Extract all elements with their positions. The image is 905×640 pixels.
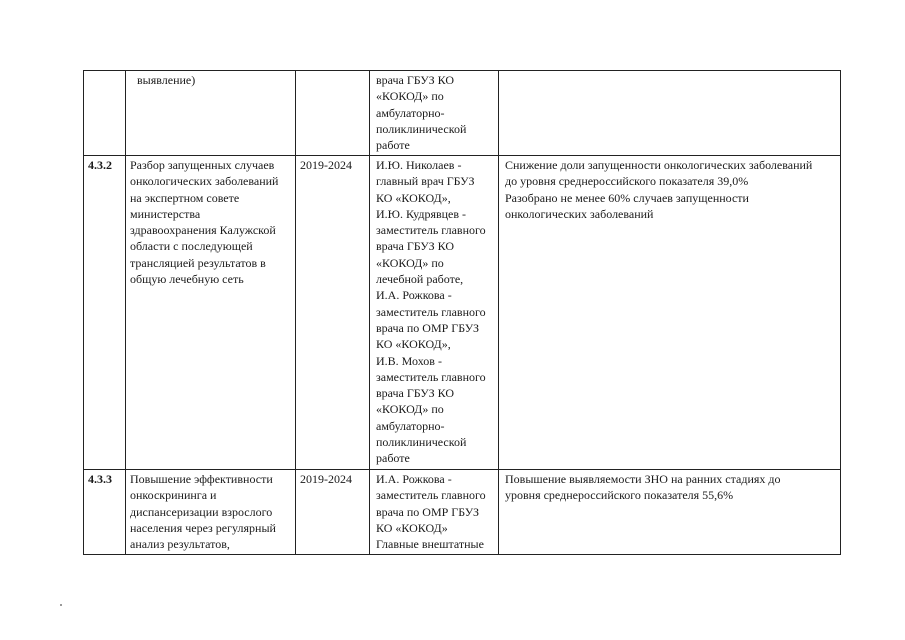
responsible-line: КО «КОКОД», [376,337,451,352]
task-line: диспансеризации взрослого [130,504,273,519]
responsible-line: И.Ю. Николаев - [376,158,462,172]
table-row [84,71,841,156]
period-cell [296,71,370,156]
responsible-line: работе [376,138,410,153]
responsible-line: лечебной работе, [376,272,464,287]
task-line: области с последующей [130,239,253,254]
task-line: онкоскрининга и [130,488,217,503]
result-cell [499,71,841,156]
task-cell [126,71,296,156]
item-number-cell [84,470,126,555]
item-number: 4.3.2 [88,158,112,172]
table-row [84,156,841,470]
task-cell [126,156,296,470]
responsible-line: заместитель главного [376,223,486,238]
responsible-line: И.Ю. Кудрявцев - [376,206,467,221]
task-line: трансляцией результатов в [130,255,266,270]
period-cell [296,470,370,555]
scan-artifact [60,604,62,606]
responsible-line: И.А. Рожкова - [376,288,452,303]
responsible-cell [370,71,499,156]
responsible-line: заместитель главного [376,369,486,384]
item-number-cell [84,156,126,470]
task-line: Повышение эффективности [130,472,273,486]
measures-table [83,70,841,555]
responsible-line: «КОКОД» по [376,402,444,417]
item-number: 4.3.3 [88,472,112,486]
period-value: 2019-2024 [300,158,352,172]
responsible-line: И.В. Мохов - [376,353,442,368]
responsible-line: поликлинической [376,435,467,450]
responsible-line: Главные внештатные [376,537,484,552]
task-line: выявление) [137,73,196,87]
task-line: здравоохранения Калужской [130,223,276,238]
period-cell [296,156,370,470]
task-line: Разбор запущенных случаев [130,158,275,172]
task-cell [126,470,296,555]
responsible-line: главный врач ГБУЗ [376,174,475,189]
responsible-cell [370,156,499,470]
responsible-line: врача ГБУЗ КО [376,73,454,87]
task-line: анализ результатов, [130,537,230,552]
task-line: общую лечебную сеть [130,272,244,287]
result-line: Повышение выявляемости ЗНО на ранних стадиях до [505,472,781,486]
task-line: населения через регулярный [130,520,276,535]
responsible-line: врача по ОМР ГБУЗ [376,320,480,335]
result-line: Снижение доли запущенности онкологических заболеваний [505,158,813,172]
task-line: министерства [130,206,201,221]
result-line: до уровня среднероссийского показателя 39,0% [505,174,749,189]
responsible-line: «КОКОД» по [376,255,444,270]
responsible-line: заместитель главного [376,488,486,503]
responsible-line: врача ГБУЗ КО [376,386,454,401]
responsible-line: И.А. Рожкова - [376,472,452,486]
responsible-cell [370,470,499,555]
responsible-line: амбулаторно- [376,105,445,120]
task-line: онкологических заболеваний [130,174,279,189]
result-line: онкологических заболеваний [505,206,654,221]
period-value: 2019-2024 [300,472,352,486]
responsible-line: врача ГБУЗ КО [376,239,454,254]
item-number-cell [84,71,126,156]
task-line: на экспертном совете [130,190,240,205]
table-row [84,470,841,555]
result-line: Разобрано не менее 60% случаев запущенности [505,190,749,205]
responsible-line: амбулаторно- [376,418,445,433]
responsible-line: КО «КОКОД» [376,520,448,535]
responsible-line: поликлинической [376,121,467,136]
responsible-line: врача по ОМР ГБУЗ [376,504,480,519]
responsible-line: КО «КОКОД», [376,190,451,205]
responsible-line: работе [376,451,410,466]
result-cell [499,470,841,555]
result-line: уровня среднероссийского показателя 55,6% [505,488,734,503]
responsible-line: «КОКОД» по [376,89,444,104]
responsible-line: заместитель главного [376,304,486,319]
result-cell [499,156,841,470]
